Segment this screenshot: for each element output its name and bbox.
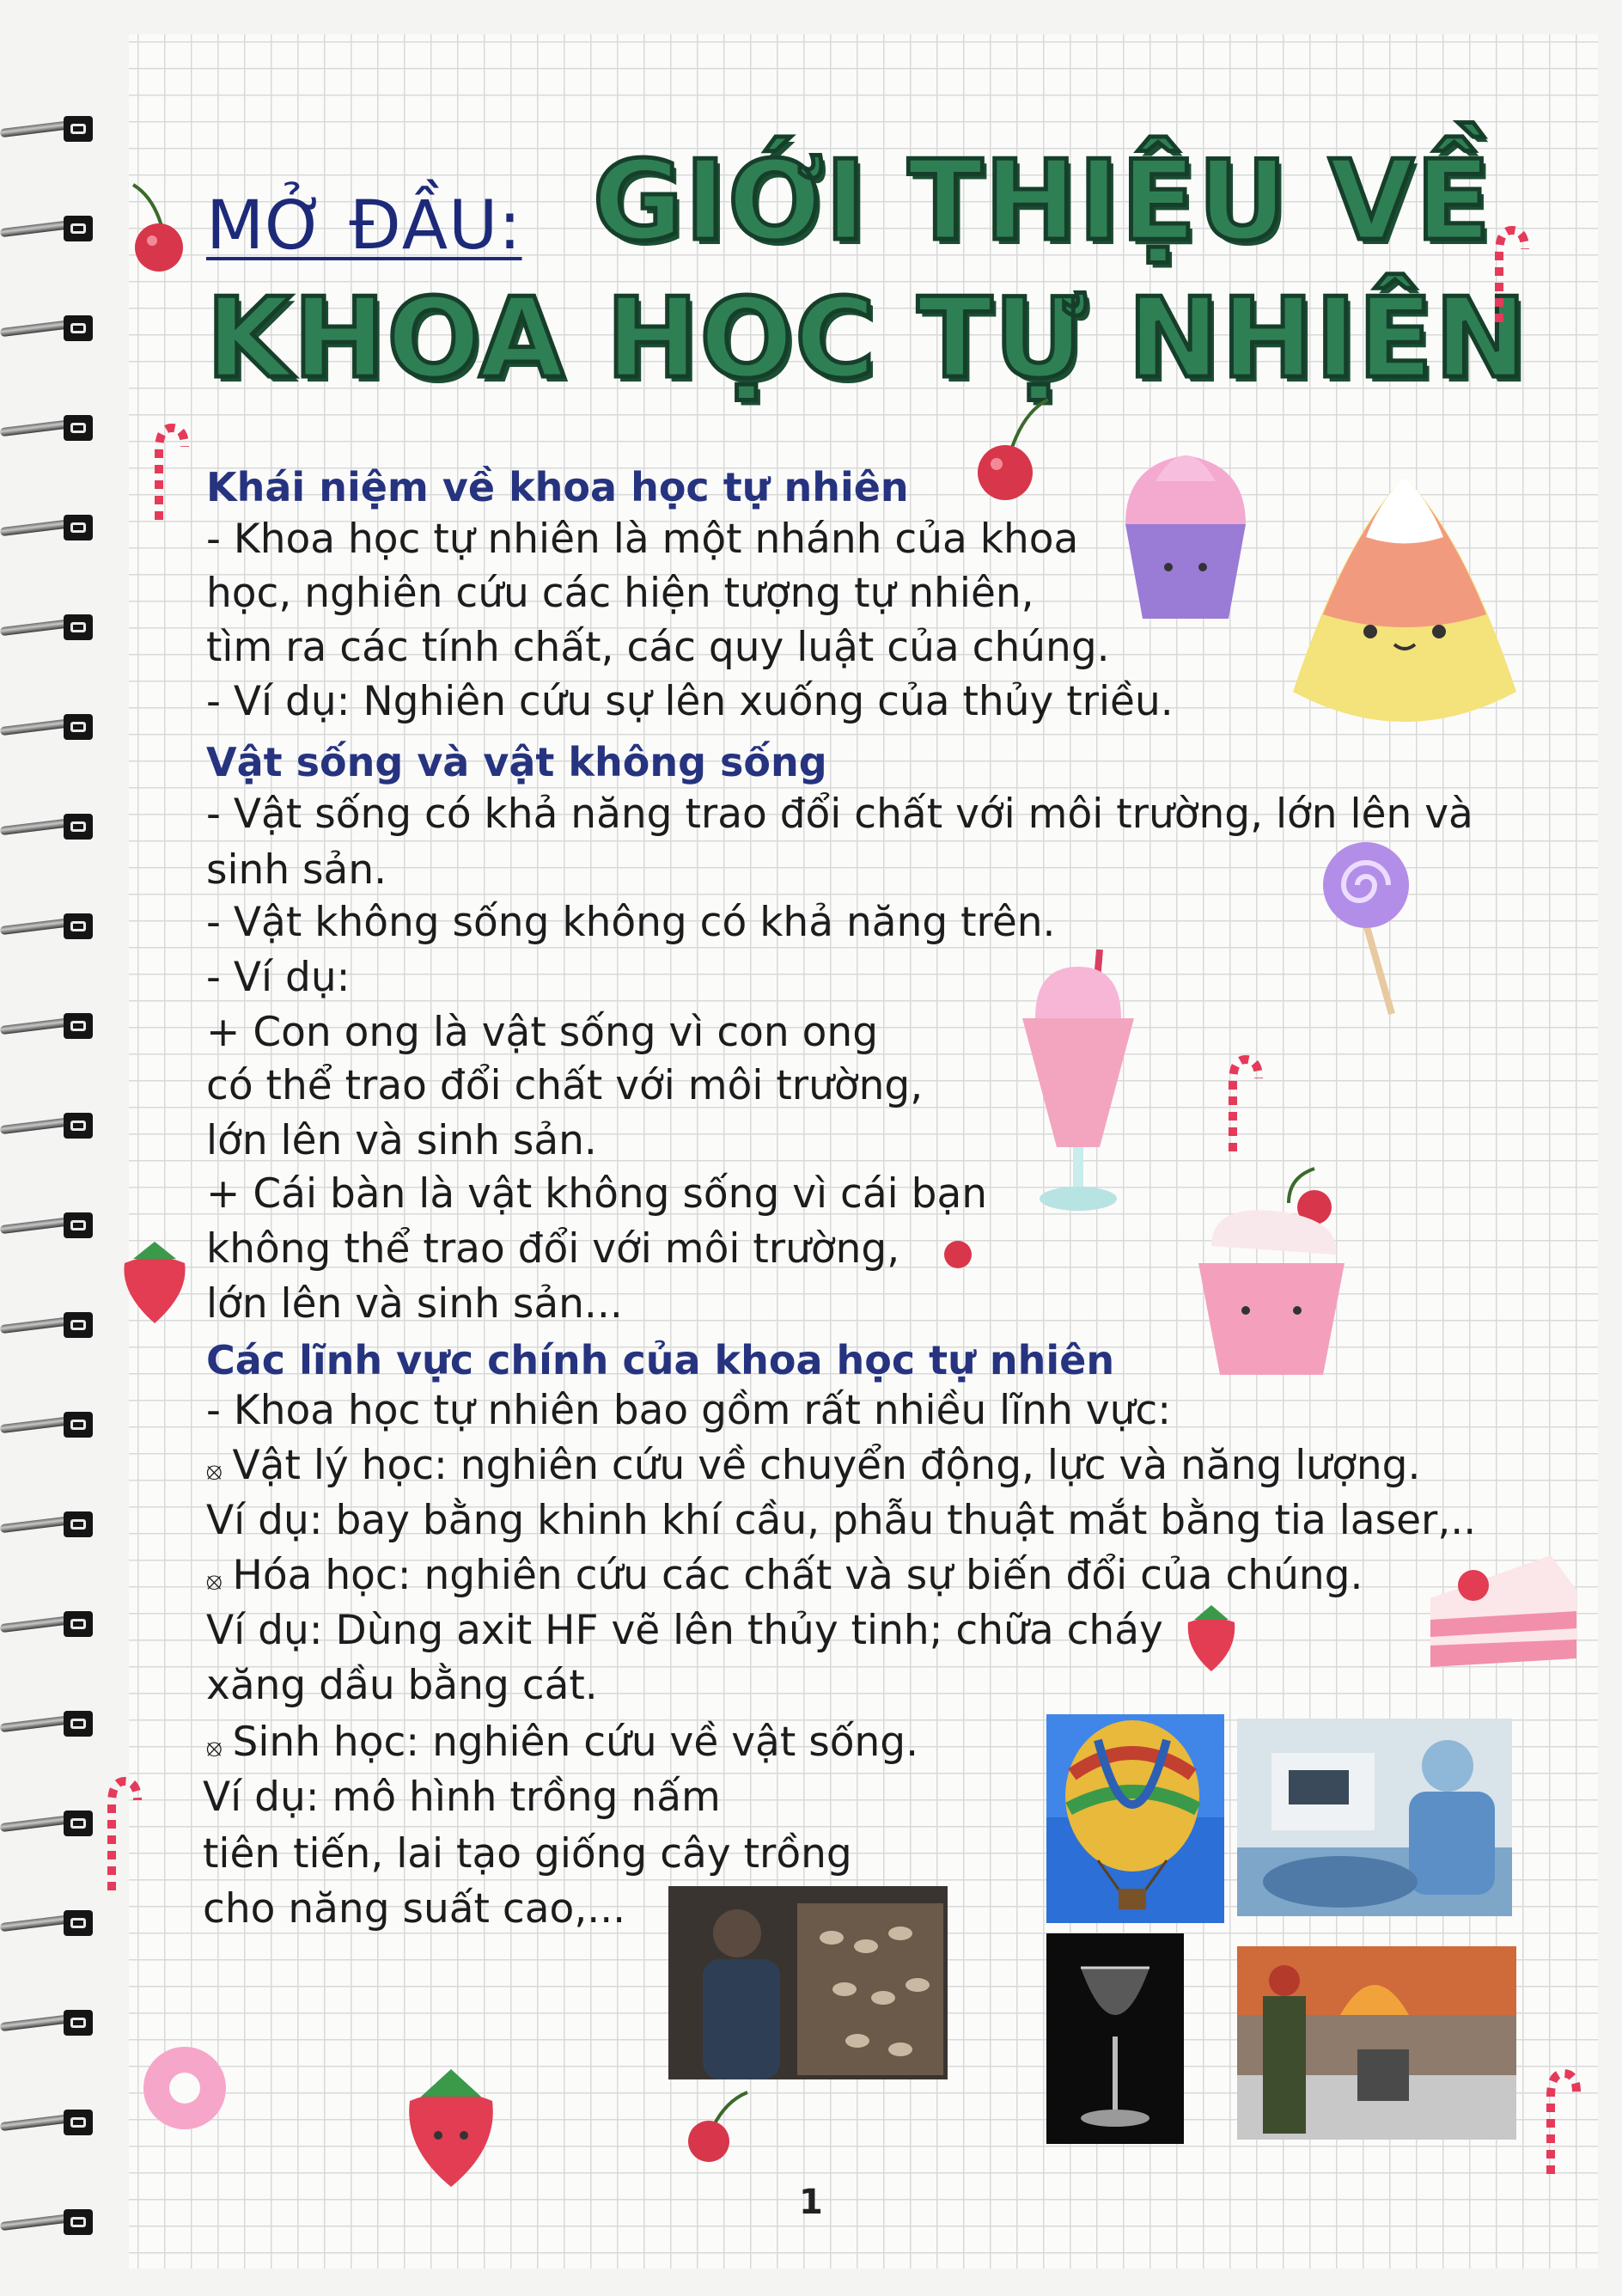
text-line: tiên tiến, lai tạo giống cây trồng xyxy=(203,1830,852,1878)
candy-corn-sticker-icon xyxy=(1284,468,1525,752)
text-line: - Khoa học tự nhiên là một nhánh của khoa xyxy=(206,516,1079,563)
spiral-ring xyxy=(0,614,101,640)
text-line: lớn lên và sinh sản. xyxy=(206,1117,597,1164)
spiral-ring xyxy=(0,1711,101,1737)
spiral-ring xyxy=(0,2209,101,2235)
text-line: Ví dụ: mô hình trồng nấm xyxy=(203,1774,721,1821)
donut-icon xyxy=(137,2041,232,2135)
candy-cane-icon xyxy=(1220,1053,1271,1156)
spiral-ring xyxy=(0,315,101,341)
spiral-ring xyxy=(0,1013,101,1039)
spiral-ring xyxy=(0,216,101,241)
spiral-ring xyxy=(0,1811,101,1836)
text-line: lớn lên và sinh sản... xyxy=(206,1280,623,1328)
cupcake-sticker-icon xyxy=(1108,430,1263,627)
text-line: - Vật sống có khả năng trao đổi chất với môi trường, lớn lên và xyxy=(206,791,1473,838)
spiral-ring xyxy=(0,1312,101,1338)
field-chemistry: ⦻ Hóa học: nghiên cứu các chất và sự biến đổi của chúng. xyxy=(206,1552,1363,1599)
text-line: - Ví dụ: Nghiên cứu sự lên xuống của thủy triều. xyxy=(206,678,1174,725)
strawberry-sticker-icon xyxy=(399,2062,503,2191)
candy-cane-icon xyxy=(99,1774,150,1895)
text-line: + Cái bàn là vật không sống vì cái bạn xyxy=(206,1170,988,1218)
field-biology: ⦻ Sinh học: nghiên cứu về vật sống. xyxy=(206,1719,919,1766)
cake-slice-sticker-icon xyxy=(1422,1538,1585,1676)
text-line: có thể trao đổi chất với môi trường, xyxy=(206,1062,924,1109)
spiral-ring xyxy=(0,1412,101,1438)
mushroom-farm-photo xyxy=(668,1886,948,2079)
spiral-ring xyxy=(0,116,101,142)
cherry-cupcake-sticker-icon xyxy=(1186,1160,1357,1383)
text-line: Ví dụ: bay bằng khinh khí cầu, phẫu thuật mắt bằng tia laser,.. xyxy=(206,1497,1477,1544)
spiral-ring xyxy=(0,913,101,939)
text-line: - Khoa học tự nhiên bao gồm rất nhiều lĩnh vực: xyxy=(206,1387,1172,1434)
strawberry-icon xyxy=(1181,1598,1241,1676)
bullet-icon: ⦻ xyxy=(206,1566,223,1595)
heading-living: Vật sống và vật không sống xyxy=(206,739,827,785)
milkshake-sticker-icon xyxy=(1009,950,1147,1216)
spiral-ring xyxy=(0,1910,101,1936)
text-line: cho năng suất cao,... xyxy=(203,1885,626,1933)
spiral-ring xyxy=(0,1611,101,1637)
candy-cane-icon xyxy=(146,421,189,524)
title-line-2: KHOA HỌC TỰ NHIÊN xyxy=(206,275,1528,403)
candy-cane-icon xyxy=(1486,223,1529,327)
spiral-ring xyxy=(0,1212,101,1238)
bullet-icon: ⦻ xyxy=(206,1733,223,1762)
text-line: tìm ra các tính chất, các quy luật của chúng. xyxy=(206,624,1110,671)
glass-etching-photo xyxy=(1046,1933,1184,2144)
cherry-icon xyxy=(962,395,1057,507)
text-line: - Vật không sống không có khả năng trên. xyxy=(206,899,1056,946)
text-line: - Ví dụ: xyxy=(206,954,351,1001)
lollipop-icon xyxy=(1319,838,1413,1018)
strawberry-icon xyxy=(116,1233,193,1328)
cherry-icon xyxy=(941,1220,975,1272)
candy-cane-icon xyxy=(1538,2067,1589,2178)
heading-fields: Các lĩnh vực chính của khoa học tự nhiên xyxy=(206,1337,1115,1383)
spiral-ring xyxy=(0,2110,101,2135)
title-line-1: GIỚI THIỆU VỀ xyxy=(593,137,1493,266)
spiral-ring xyxy=(0,415,101,441)
text-line: học, nghiên cứu các hiện tượng tự nhiên, xyxy=(206,570,1034,617)
text-line: không thể trao đổi với môi trường, xyxy=(206,1225,900,1273)
spiral-binding xyxy=(0,0,120,2296)
text-line: xăng dầu bằng cát. xyxy=(206,1662,598,1709)
firefighting-photo xyxy=(1237,1946,1516,2140)
bullet-icon: ⦻ xyxy=(206,1456,223,1485)
eye-surgery-photo xyxy=(1237,1719,1512,1916)
cherry-icon xyxy=(683,2088,752,2165)
text-line: + Con ong là vật sống vì con ong xyxy=(206,1009,879,1056)
spiral-ring xyxy=(0,1511,101,1537)
text-line: Ví dụ: Dùng axit HF vẽ lên thủy tinh; chữa cháy xyxy=(206,1607,1163,1654)
title-prefix: MỞ ĐẦU: xyxy=(206,187,522,265)
spiral-ring xyxy=(0,515,101,540)
text-line: sinh sản. xyxy=(206,846,387,894)
cherry-icon xyxy=(129,180,189,275)
spiral-ring xyxy=(0,714,101,740)
page-number: 1 xyxy=(799,2183,823,2222)
spiral-ring xyxy=(0,2010,101,2036)
spiral-ring xyxy=(0,814,101,840)
heading-concept: Khái niệm về khoa học tự nhiên xyxy=(206,464,909,510)
field-physics: ⦻ Vật lý học: nghiên cứu về chuyển động, lực và năng lượng. xyxy=(206,1442,1421,1489)
spiral-ring xyxy=(0,1113,101,1139)
hot-air-balloon-photo xyxy=(1046,1714,1224,1923)
